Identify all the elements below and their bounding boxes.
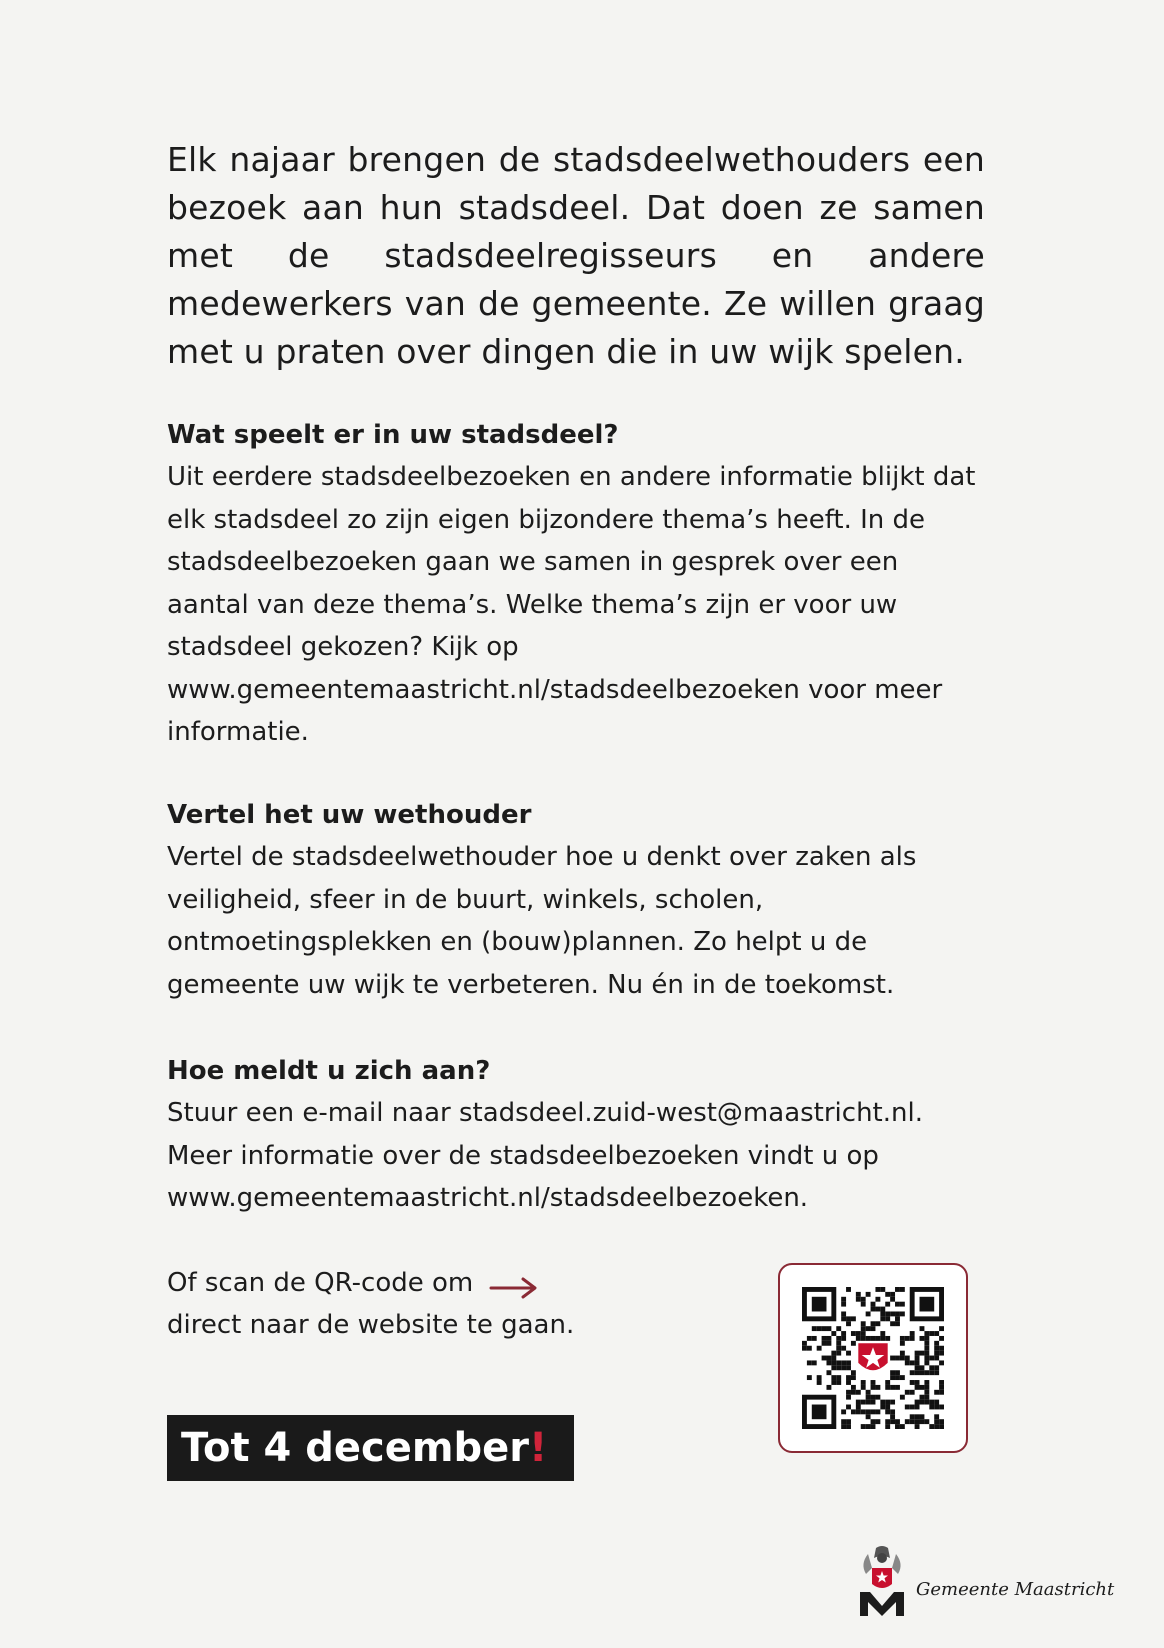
email-line: Stuur een e-mail naar stadsdeel.zuid-west@maastricht.nl.	[167, 1098, 923, 1128]
maastricht-crest-icon	[856, 1546, 908, 1618]
section-body: Vertel de stadsdeelwethouder hoe u denkt over zaken als veiligheid, sfeer in de buurt, winkels, scholen, ontmoetingsplekken en (bouw)plannen. Zo helpt u de gemeente uw wijk te verbeteren. Nu én in de toekomst.	[167, 842, 917, 1000]
section-body: Uit eerdere stadsdeelbezoeken en andere informatie blijkt dat elk stadsdeel zo zijn eigen bijzondere thema’s heeft. In de stadsdeelbezoeken gaan we samen in gesprek over een aantal van deze thema’s. Welke thema’s zijn er voor uw stadsdeel gekozen? Kijk op www.gemeentemaastricht.nl/stadsdeelbezoeken voor meer informatie.	[167, 462, 976, 747]
deadline-text: Tot 4 december	[181, 1425, 530, 1471]
section-heading: Hoe meldt u zich aan?	[167, 1056, 491, 1086]
qr-code-frame[interactable]	[778, 1263, 968, 1453]
section-tell-alderman	[167, 794, 987, 1006]
arrow-right-icon	[489, 1271, 539, 1295]
intro-paragraph: Elk najaar brengen de stadsdeelwethouders een bezoek aan hun stadsdeel. Dat doen ze samen met de stadsdeelregisseurs en andere medewerkers van de gemeente. Ze willen graag met u praten over dingen die in uw wijk spelen.	[167, 140, 985, 371]
qr-instructions	[167, 1262, 574, 1346]
section-heading: Wat speelt er in uw stadsdeel?	[167, 420, 619, 450]
section-register	[167, 1050, 987, 1220]
qr-code-icon[interactable]	[802, 1287, 944, 1429]
logo-name: Gemeente Maastricht	[916, 1579, 1115, 1600]
section-themes	[167, 414, 987, 754]
section-heading: Vertel het uw wethouder	[167, 800, 532, 830]
info-line: Meer informatie over de stadsdeelbezoeken vindt u op	[167, 1140, 879, 1171]
qr-instruction-line1: Of scan de QR-code om	[167, 1268, 474, 1298]
deadline-banner	[167, 1415, 574, 1481]
qr-instruction-line2: direct naar de website te gaan.	[167, 1310, 575, 1340]
deadline-exclamation: !	[529, 1425, 548, 1471]
municipality-logo	[856, 1546, 1114, 1618]
website-link[interactable]: www.gemeentemaastricht.nl/stadsdeelbezoeken.	[167, 1183, 809, 1213]
